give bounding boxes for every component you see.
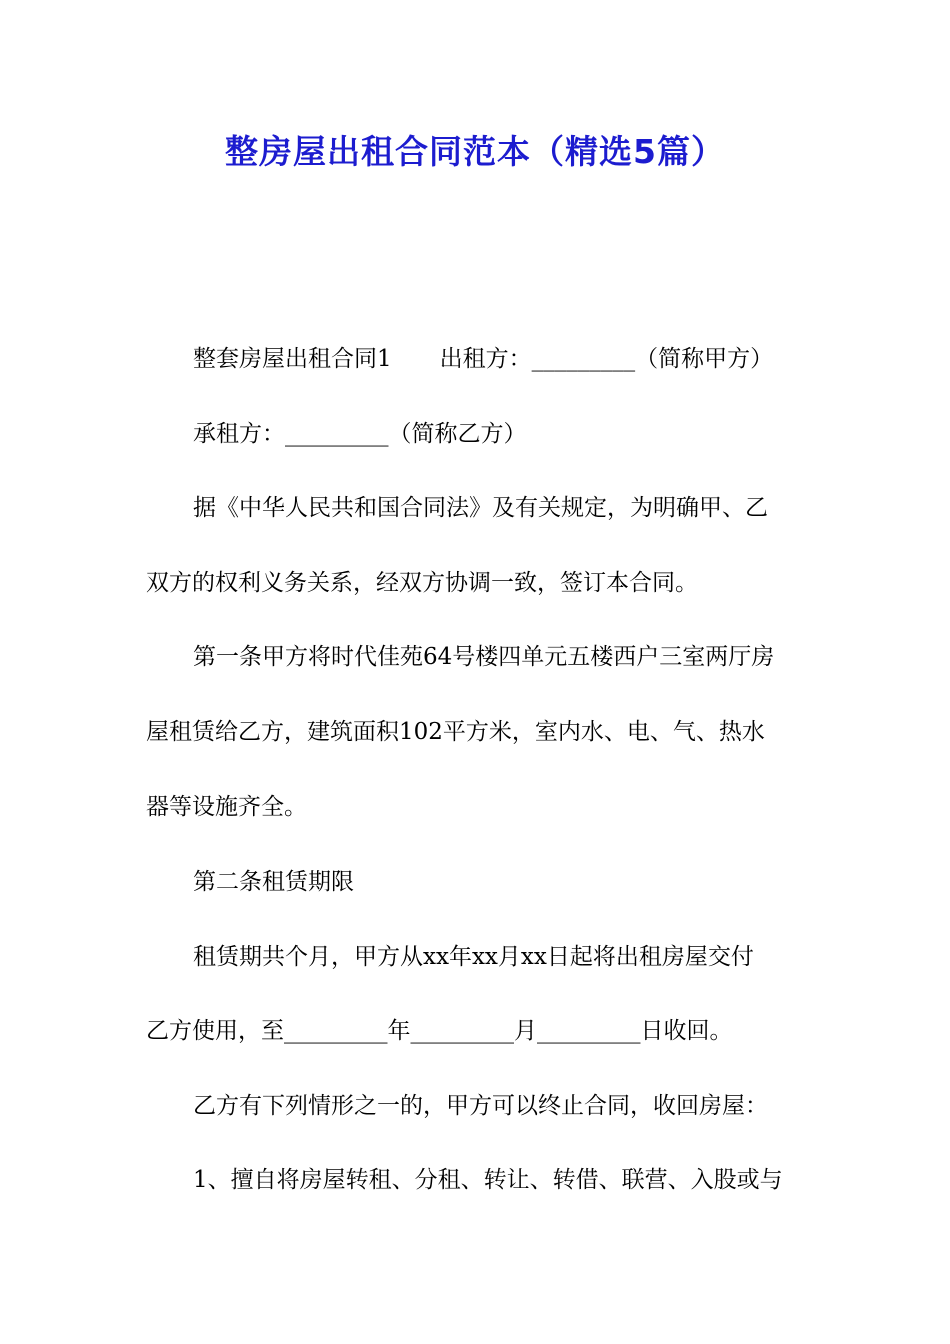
paragraph-line bbox=[193, 342, 826, 376]
lessee-line: 承租方：_________（简称乙方） bbox=[193, 421, 527, 447]
paragraph-line: 租赁期共个月，甲方从xx年xx月xx日起将出租房屋交付 bbox=[193, 944, 754, 970]
lessor-line: 出租方：_________（简称甲方） bbox=[439, 346, 774, 372]
paragraph-line: 乙方有下列情形之一的，甲方可以终止合同，收回房屋： bbox=[193, 1093, 768, 1119]
paragraph-line: 双方的权利义务关系，经双方协调一致，签订本合同。 bbox=[146, 570, 698, 596]
section-heading: 第二条租赁期限 bbox=[193, 869, 354, 895]
paragraph-line: 乙方使用，至_________年_________月_________日收回。 bbox=[146, 1018, 733, 1044]
paragraph-line: 屋租赁给乙方，建筑面积102平方米，室内水、电、气、热水 bbox=[146, 719, 765, 745]
document-title: 整房屋出租合同范本（精选5篇） bbox=[225, 132, 725, 171]
paragraph-line: 器等设施齐全。 bbox=[146, 794, 307, 820]
contract-heading: 整套房屋出租合同1 bbox=[193, 346, 392, 372]
paragraph-line: 第一条甲方将时代佳苑64号楼四单元五楼西户三室两厅房 bbox=[193, 644, 775, 670]
paragraph-line: 据《中华人民共和国合同法》及有关规定，为明确甲、乙 bbox=[193, 495, 768, 521]
paragraph-line: 1、擅自将房屋转租、分租、转让、转借、联营、入股或与 bbox=[193, 1167, 783, 1193]
